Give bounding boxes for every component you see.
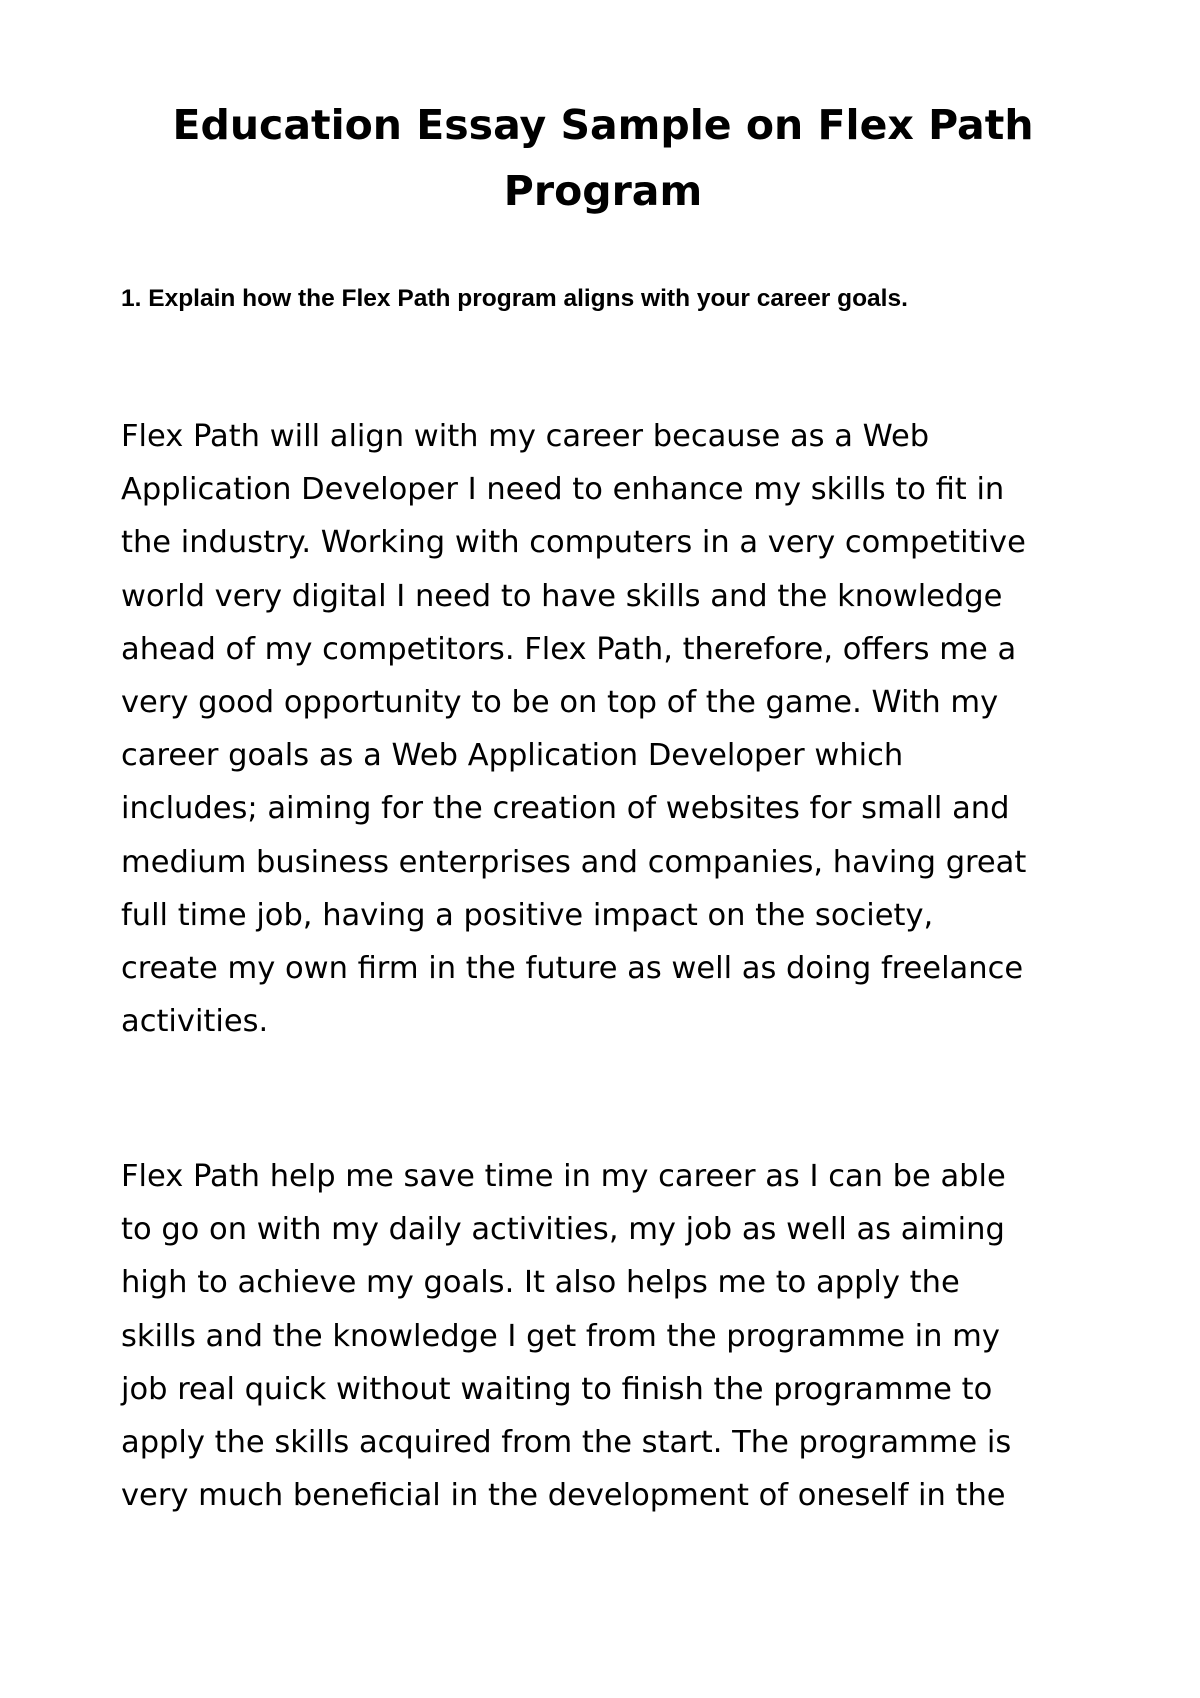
paragraph-line: to go on with my daily activities, my job as well as aiming xyxy=(121,1212,1005,1248)
paragraph-line: full time job, having a positive impact on the society, xyxy=(121,897,934,933)
paragraph-line: create my own firm in the future as well as doing freelance xyxy=(121,951,1024,987)
paragraph-line: apply the skills acquired from the start. The programme is xyxy=(121,1425,1012,1461)
document-title xyxy=(120,92,1086,224)
paragraph-2 xyxy=(121,1150,1131,1522)
paragraph-line: medium business enterprises and companies, having great xyxy=(121,844,1027,880)
paragraph-line: very much beneficial in the development of oneself in the xyxy=(121,1478,1006,1514)
paragraph-line: career goals as a Web Application Developer which xyxy=(121,738,904,774)
paragraph-line: skills and the knowledge I get from the programme in my xyxy=(121,1318,1000,1354)
paragraph-line: Flex Path help me save time in my career as I can be able xyxy=(121,1159,1006,1194)
paragraph-line: the industry. Working with computers in a very competitive xyxy=(121,525,1026,561)
title-line: Education Essay Sample on Flex Path xyxy=(172,101,1034,149)
paragraph-line: Application Developer I need to enhance my skills to fit in xyxy=(121,472,1005,508)
paragraph-line: activities. xyxy=(121,1004,269,1040)
paragraph-line: job real quick without waiting to finish the programme to xyxy=(121,1371,993,1407)
paragraph-line: includes; aiming for the creation of websites for small and xyxy=(121,791,1010,827)
question-heading: 1. Explain how the Flex Path program aligns with your career goals. xyxy=(121,285,908,312)
paragraph-line: world very digital I need to have skills and the knowledge xyxy=(121,578,1003,614)
paragraph-line: Flex Path will align with my career because as a Web xyxy=(121,419,930,454)
paragraph-line: ahead of my competitors. Flex Path, therefore, offers me a xyxy=(121,631,1017,667)
paragraph-line: very good opportunity to be on top of the game. With my xyxy=(121,685,999,721)
title-line: Program xyxy=(503,167,703,215)
paragraph-1 xyxy=(121,410,1131,1048)
paragraph-line: high to achieve my goals. It also helps me to apply the xyxy=(121,1265,960,1301)
